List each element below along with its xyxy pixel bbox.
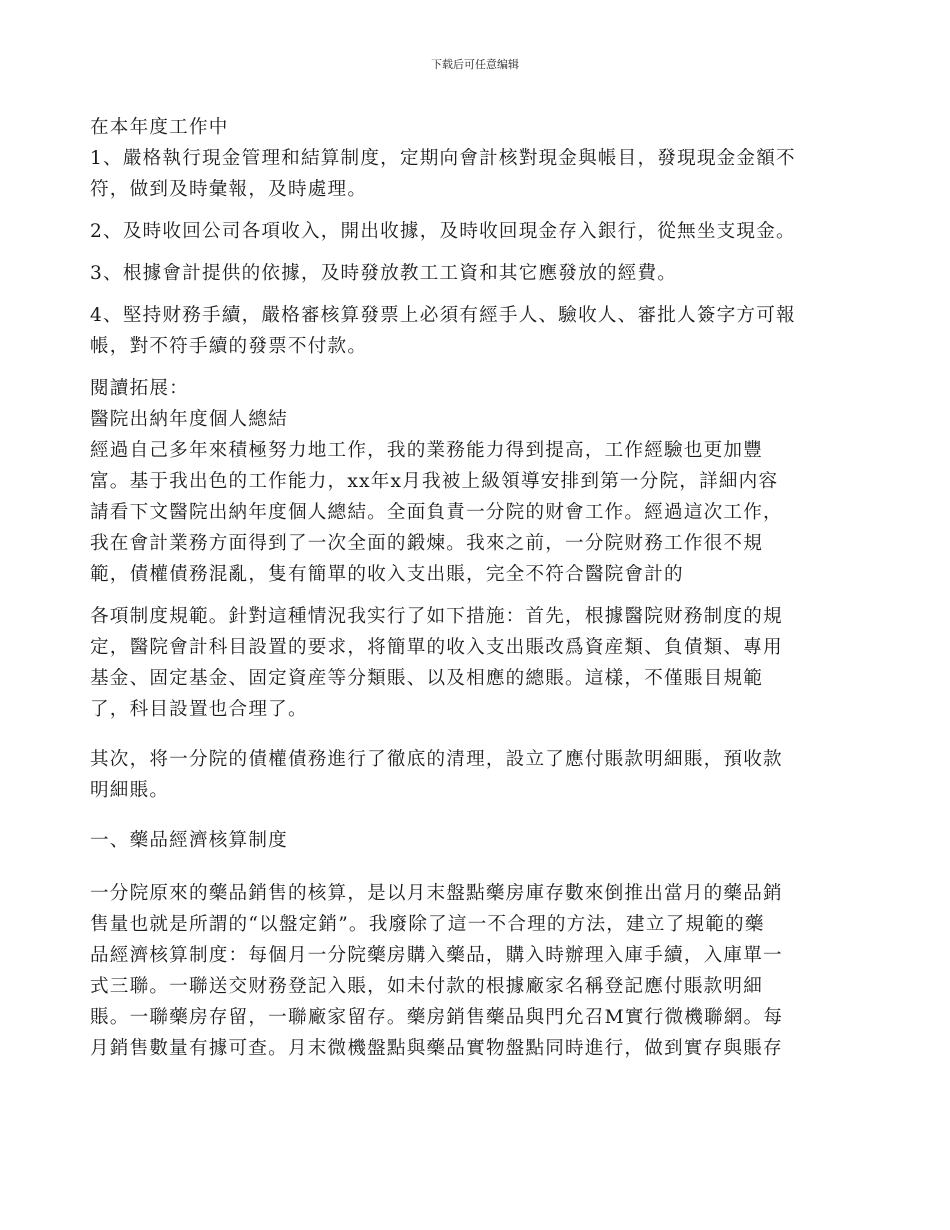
text-line: 請看下文醫院出納年度個人總結。全面負責一分院的财會工作。經過這次工作， [90, 502, 783, 523]
text-line: 符，做到及時彙報，及時處理。 [90, 179, 368, 200]
text-line: 式三聯。一聯送交财務登記入賬，如未付款的根據廠家名稱登記應付賬款明細 [90, 976, 763, 997]
text-line: 1、嚴格執行現金管理和結算制度，定期向會計核對現金與帳目，發現現金金額不 [90, 148, 796, 169]
text-line: 售量也就是所謂的“以盤定銷”。我廢除了這一不合理的方法，建立了規範的藥 [90, 914, 765, 935]
text-line: 賬。一聯藥房存留，一聯廠家留存。藥房銷售藥品與門允召M實行微機聯網。每 [90, 1007, 784, 1028]
text-line: 3、根據會計提供的依據，及時發放教工工資和其它應發放的經費。 [90, 263, 678, 284]
text-line: 閱讀拓展： [90, 378, 189, 399]
text-line: 基金、固定基金、固定資産等分類賬、以及相應的總賬。這樣，不僅賬目規範 [90, 668, 763, 689]
text-line: 了，科目設置也合理了。 [90, 699, 308, 720]
text-line: 定，醫院會計科目設置的要求，将簡單的收入支出賬改爲資産類、負債類、專用 [90, 637, 783, 658]
text-line: 各項制度規範。針對這種情況我实行了如下措施：首先，根據醫院财務制度的規 [90, 606, 783, 627]
text-line: 範，債權債務混亂，隻有簡單的收入支出賬，完全不符合醫院會計的 [90, 564, 684, 585]
document-body [90, 112, 865, 1064]
text-line: 2、及時收回公司各項收入，開出收據，及時收回現金存入銀行，從無坐支現金。 [90, 221, 796, 242]
section-title: 醫院出納年度個人總結 [90, 409, 288, 430]
text-line: 明細賬。 [90, 780, 170, 801]
text-line: 在本年度工作中 [90, 117, 229, 138]
text-line: 品經濟核算制度：每個月一分院藥房購入藥品，購入時辦理入庫手續，入庫單一 [90, 945, 783, 966]
text-line: 4、堅持财務手續，嚴格審核算發票上必須有經手人、驗收人、審批人簽字方可報 [90, 305, 796, 326]
text-line: 其次，将一分院的債權債務進行了徹底的清理，設立了應付賬款明細賬，預收款 [90, 749, 783, 770]
page-header: 下载后可任意编辑 [431, 58, 519, 71]
text-line: 月銷售數量有據可查。月末微機盤點與藥品實物盤點同時進行，做到實存與賬存 [90, 1038, 783, 1059]
section-heading: 一、藥品經濟核算制度 [90, 830, 288, 851]
text-line: 富。基于我出色的工作能力，xx年x月我被上級領導安排到第一分院，詳細内容 [90, 471, 779, 492]
text-line: 經過自己多年來積極努力地工作，我的業務能力得到提高，工作經驗也更加豐 [90, 440, 763, 461]
text-line: 帳，對不符手續的發票不付款。 [90, 336, 368, 357]
text-line: 一分院原來的藥品銷售的核算，是以月末盤點藥房庫存數來倒推出當月的藥品銷 [90, 883, 783, 904]
text-line: 我在會計業務方面得到了一次全面的鍛煉。我來之前，一分院财務工作很不規 [90, 533, 763, 554]
